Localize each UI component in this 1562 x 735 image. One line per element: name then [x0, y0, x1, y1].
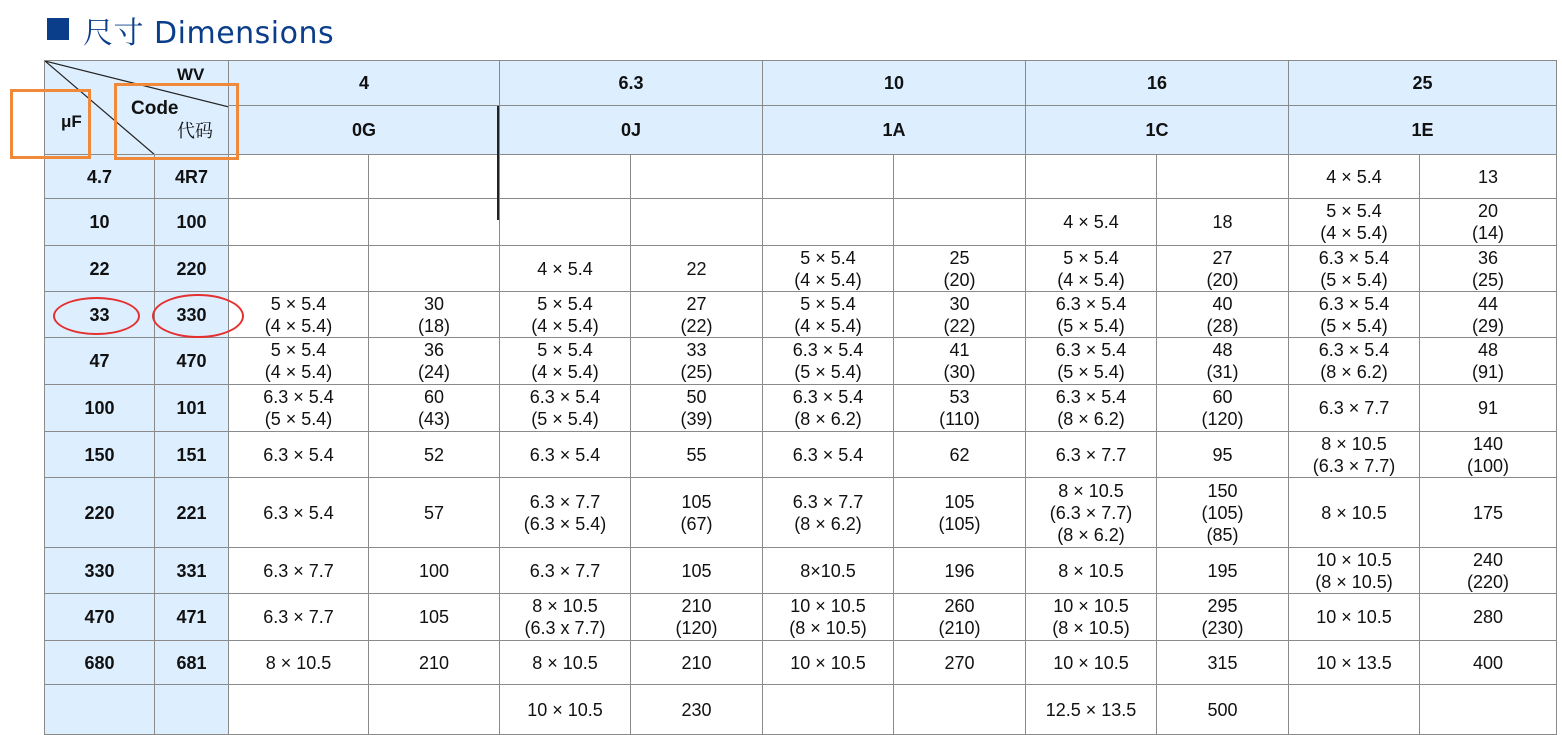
- ripple-current-cell: [369, 155, 500, 199]
- code-header-row: [45, 106, 1557, 155]
- ripple-current-cell: 44 (29): [1420, 292, 1557, 338]
- voltage-code-header: 1A: [763, 106, 1026, 155]
- capacitance-code-cell: 4R7: [155, 155, 229, 199]
- ripple-current-cell: 30 (22): [894, 292, 1026, 338]
- ripple-current-cell: 210: [631, 641, 763, 685]
- column-divider: [497, 106, 499, 220]
- capacitance-cell: 47: [45, 338, 155, 385]
- case-size-cell: 6.3 × 5.4: [500, 432, 631, 478]
- case-size-cell: 10 × 10.5 (8 × 10.5): [1026, 594, 1157, 641]
- case-size-cell: 8 × 10.5: [1289, 478, 1420, 548]
- ripple-current-cell: [631, 199, 763, 246]
- case-size-cell: 6.3 × 5.4 (5 × 5.4): [1289, 246, 1420, 292]
- case-size-cell: 6.3 × 5.4: [229, 432, 369, 478]
- corner-wv-label: WV: [177, 65, 205, 84]
- ripple-current-cell: 105 (105): [894, 478, 1026, 548]
- case-size-cell: 10 × 13.5: [1289, 641, 1420, 685]
- ripple-current-cell: 13: [1420, 155, 1557, 199]
- table-row: [45, 685, 1557, 735]
- case-size-cell: 5 × 5.4 (4 × 5.4): [1289, 199, 1420, 246]
- case-size-cell: 5 × 5.4 (4 × 5.4): [763, 246, 894, 292]
- ripple-current-cell: 53 (110): [894, 385, 1026, 432]
- case-size-cell: [500, 155, 631, 199]
- ripple-current-cell: 27 (20): [1157, 246, 1289, 292]
- ripple-current-cell: 36 (24): [369, 338, 500, 385]
- case-size-cell: 5 × 5.4 (4 × 5.4): [1026, 246, 1157, 292]
- ripple-current-cell: 260 (210): [894, 594, 1026, 641]
- ripple-current-cell: [1420, 685, 1557, 735]
- ripple-current-cell: 100: [369, 548, 500, 594]
- case-size-cell: 6.3 × 7.7: [500, 548, 631, 594]
- capacitance-cell: 33: [45, 292, 155, 338]
- ripple-current-cell: 48 (91): [1420, 338, 1557, 385]
- case-size-cell: 8 × 10.5: [229, 641, 369, 685]
- case-size-cell: 10 × 10.5 (8 × 10.5): [763, 594, 894, 641]
- ripple-current-cell: 210 (120): [631, 594, 763, 641]
- capacitance-cell: 22: [45, 246, 155, 292]
- case-size-cell: 8×10.5: [763, 548, 894, 594]
- ripple-current-cell: [369, 199, 500, 246]
- ripple-current-cell: 105 (67): [631, 478, 763, 548]
- uf-33-highlight-oval: [53, 297, 140, 335]
- case-size-cell: [1289, 685, 1420, 735]
- capacitance-cell: 150: [45, 432, 155, 478]
- section-title-text: 尺寸 Dimensions: [83, 16, 335, 51]
- ripple-current-cell: 210: [369, 641, 500, 685]
- table-row: [45, 385, 1557, 432]
- capacitance-code-cell: 220: [155, 246, 229, 292]
- capacitance-code-cell: 470: [155, 338, 229, 385]
- ripple-current-cell: [369, 685, 500, 735]
- capacitance-cell: 220: [45, 478, 155, 548]
- corner-code-cn-label: 代码: [177, 121, 213, 142]
- case-size-cell: 4 × 5.4: [1289, 155, 1420, 199]
- ripple-current-cell: 95: [1157, 432, 1289, 478]
- ripple-current-cell: 175: [1420, 478, 1557, 548]
- square-bullet-icon: [47, 18, 69, 40]
- corner-uf-label: μF: [61, 112, 82, 131]
- table-row: [45, 641, 1557, 685]
- table-row: [45, 338, 1557, 385]
- ripple-current-cell: 60 (120): [1157, 385, 1289, 432]
- table-row: [45, 594, 1557, 641]
- table-row: [45, 478, 1557, 548]
- ripple-current-cell: 22: [631, 246, 763, 292]
- case-size-cell: 10 × 10.5: [1289, 594, 1420, 641]
- ripple-current-cell: 60 (43): [369, 385, 500, 432]
- capacitance-cell: 470: [45, 594, 155, 641]
- ripple-current-cell: 105: [369, 594, 500, 641]
- capacitance-code-cell: 221: [155, 478, 229, 548]
- wv-header: 10: [763, 61, 1026, 106]
- case-size-cell: 6.3 × 5.4: [229, 478, 369, 548]
- case-size-cell: 8 × 10.5 (6.3 x 7.7): [500, 594, 631, 641]
- ripple-current-cell: [894, 155, 1026, 199]
- ripple-current-cell: 62: [894, 432, 1026, 478]
- ripple-current-cell: 18: [1157, 199, 1289, 246]
- ripple-current-cell: 140 (100): [1420, 432, 1557, 478]
- capacitance-code-cell: 330: [155, 292, 229, 338]
- ripple-current-cell: 36 (25): [1420, 246, 1557, 292]
- ripple-current-cell: 33 (25): [631, 338, 763, 385]
- case-size-cell: 5 × 5.4 (4 × 5.4): [229, 338, 369, 385]
- case-size-cell: 5 × 5.4 (4 × 5.4): [500, 292, 631, 338]
- ripple-current-cell: 240 (220): [1420, 548, 1557, 594]
- case-size-cell: 6.3 × 7.7 (8 × 6.2): [763, 478, 894, 548]
- case-size-cell: 4 × 5.4: [500, 246, 631, 292]
- dimensions-table: [44, 60, 1557, 735]
- ripple-current-cell: 52: [369, 432, 500, 478]
- ripple-current-cell: 230: [631, 685, 763, 735]
- case-size-cell: 12.5 × 13.5: [1026, 685, 1157, 735]
- ripple-current-cell: 25 (20): [894, 246, 1026, 292]
- ripple-current-cell: 150 (105) (85): [1157, 478, 1289, 548]
- table-row: [45, 548, 1557, 594]
- ripple-current-cell: 40 (28): [1157, 292, 1289, 338]
- code-highlight-box: [114, 83, 239, 160]
- ripple-current-cell: [369, 246, 500, 292]
- capacitance-code-cell: 681: [155, 641, 229, 685]
- case-size-cell: 6.3 × 5.4 (5 × 5.4): [500, 385, 631, 432]
- table-row: [45, 155, 1557, 199]
- case-size-cell: 5 × 5.4 (4 × 5.4): [763, 292, 894, 338]
- ripple-current-cell: [1157, 155, 1289, 199]
- ripple-current-cell: 105: [631, 548, 763, 594]
- case-size-cell: [763, 685, 894, 735]
- case-size-cell: 10 × 10.5: [1026, 641, 1157, 685]
- table-row: [45, 246, 1557, 292]
- case-size-cell: 10 × 10.5: [500, 685, 631, 735]
- corner-code-label: Code: [131, 98, 179, 119]
- ripple-current-cell: 48 (31): [1157, 338, 1289, 385]
- ripple-current-cell: [894, 685, 1026, 735]
- table-row: [45, 432, 1557, 478]
- ripple-current-cell: 41 (30): [894, 338, 1026, 385]
- ripple-current-cell: [631, 155, 763, 199]
- ripple-current-cell: 196: [894, 548, 1026, 594]
- ripple-current-cell: 57: [369, 478, 500, 548]
- ripple-current-cell: 27 (22): [631, 292, 763, 338]
- case-size-cell: [763, 155, 894, 199]
- capacitance-code-cell: 101: [155, 385, 229, 432]
- wv-header: 4: [229, 61, 500, 106]
- capacitance-cell: 10: [45, 199, 155, 246]
- case-size-cell: 4 × 5.4: [1026, 199, 1157, 246]
- case-size-cell: 10 × 10.5: [763, 641, 894, 685]
- section-title: [47, 10, 334, 50]
- case-size-cell: [763, 199, 894, 246]
- wv-header-row: [45, 61, 1557, 106]
- capacitance-cell: 100: [45, 385, 155, 432]
- ripple-current-cell: 91: [1420, 385, 1557, 432]
- ripple-current-cell: 280: [1420, 594, 1557, 641]
- case-size-cell: 6.3 × 7.7: [229, 594, 369, 641]
- case-size-cell: 8 × 10.5: [500, 641, 631, 685]
- voltage-code-header: 1C: [1026, 106, 1289, 155]
- case-size-cell: 6.3 × 5.4 (5 × 5.4): [1289, 292, 1420, 338]
- case-size-cell: [229, 155, 369, 199]
- ripple-current-cell: 400: [1420, 641, 1557, 685]
- case-size-cell: 5 × 5.4 (4 × 5.4): [229, 292, 369, 338]
- voltage-code-header: 1E: [1289, 106, 1557, 155]
- capacitance-code-cell: 471: [155, 594, 229, 641]
- voltage-code-header: 0J: [500, 106, 763, 155]
- uf-highlight-box: [10, 89, 91, 159]
- capacitance-code-cell: 151: [155, 432, 229, 478]
- capacitance-code-cell: 100: [155, 199, 229, 246]
- ripple-current-cell: 315: [1157, 641, 1289, 685]
- case-size-cell: 6.3 × 5.4 (5 × 5.4): [763, 338, 894, 385]
- capacitance-cell: 680: [45, 641, 155, 685]
- capacitance-code-cell: 331: [155, 548, 229, 594]
- case-size-cell: 5 × 5.4 (4 × 5.4): [500, 338, 631, 385]
- case-size-cell: [229, 246, 369, 292]
- case-size-cell: 6.3 × 5.4 (8 × 6.2): [1289, 338, 1420, 385]
- case-size-cell: 8 × 10.5 (6.3 × 7.7): [1289, 432, 1420, 478]
- case-size-cell: 6.3 × 5.4: [763, 432, 894, 478]
- ripple-current-cell: 270: [894, 641, 1026, 685]
- case-size-cell: [500, 199, 631, 246]
- case-size-cell: 10 × 10.5 (8 × 10.5): [1289, 548, 1420, 594]
- capacitance-cell: 4.7: [45, 155, 155, 199]
- voltage-code-header: 0G: [229, 106, 500, 155]
- ripple-current-cell: 55: [631, 432, 763, 478]
- case-size-cell: 6.3 × 5.4 (5 × 5.4): [1026, 292, 1157, 338]
- case-size-cell: 6.3 × 7.7: [1289, 385, 1420, 432]
- case-size-cell: 8 × 10.5: [1026, 548, 1157, 594]
- case-size-cell: 6.3 × 5.4 (5 × 5.4): [229, 385, 369, 432]
- ripple-current-cell: 500: [1157, 685, 1289, 735]
- wv-header: 16: [1026, 61, 1289, 106]
- case-size-cell: 6.3 × 7.7: [229, 548, 369, 594]
- case-size-cell: [229, 199, 369, 246]
- ripple-current-cell: 195: [1157, 548, 1289, 594]
- ripple-current-cell: [894, 199, 1026, 246]
- ripple-current-cell: 30 (18): [369, 292, 500, 338]
- capacitance-code-cell: [155, 685, 229, 735]
- case-size-cell: 6.3 × 5.4 (8 × 6.2): [763, 385, 894, 432]
- ripple-current-cell: 20 (14): [1420, 199, 1557, 246]
- wv-header: 25: [1289, 61, 1557, 106]
- case-size-cell: 6.3 × 7.7: [1026, 432, 1157, 478]
- code-330-highlight-oval: [152, 294, 244, 338]
- capacitance-cell: 330: [45, 548, 155, 594]
- case-size-cell: [229, 685, 369, 735]
- table-row: [45, 292, 1557, 338]
- table-row: [45, 199, 1557, 246]
- wv-header: 6.3: [500, 61, 763, 106]
- ripple-current-cell: 50 (39): [631, 385, 763, 432]
- case-size-cell: 6.3 × 7.7 (6.3 × 5.4): [500, 478, 631, 548]
- case-size-cell: 6.3 × 5.4 (8 × 6.2): [1026, 385, 1157, 432]
- case-size-cell: [1026, 155, 1157, 199]
- case-size-cell: 6.3 × 5.4 (5 × 5.4): [1026, 338, 1157, 385]
- case-size-cell: 8 × 10.5 (6.3 × 7.7) (8 × 6.2): [1026, 478, 1157, 548]
- ripple-current-cell: 295 (230): [1157, 594, 1289, 641]
- capacitance-cell: [45, 685, 155, 735]
